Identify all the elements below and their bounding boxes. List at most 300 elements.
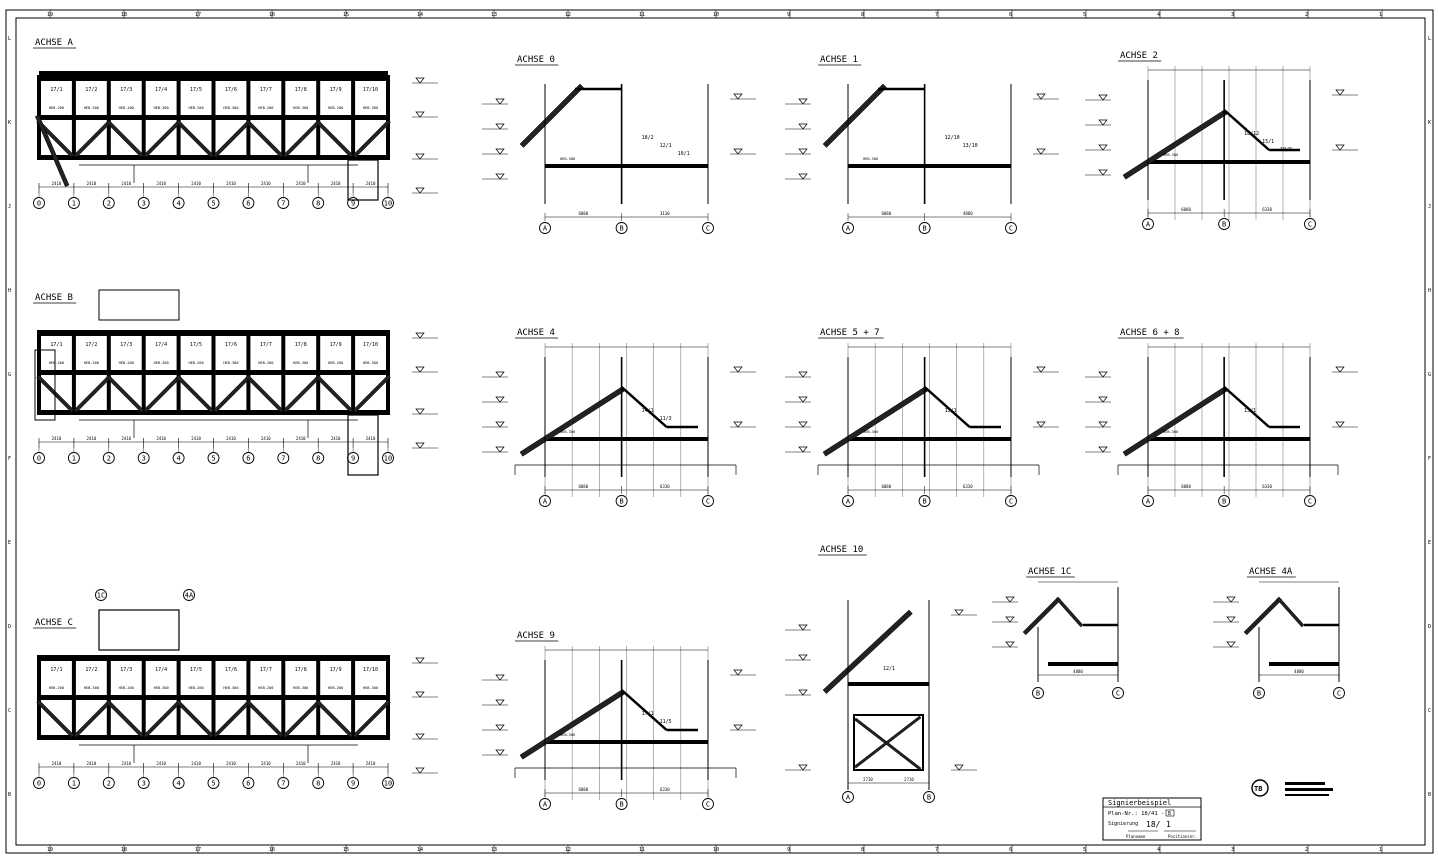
axis-label: A: [542, 224, 548, 233]
member-mark: 17/1: [50, 667, 63, 673]
axis-label: 2: [106, 199, 111, 208]
profile-text: HEB-300: [293, 686, 309, 690]
axis-label: C: [705, 224, 711, 233]
profile-text: HEB-300: [362, 361, 379, 365]
axis-label: B: [1222, 497, 1227, 506]
member-mark: 11/5: [659, 719, 672, 725]
title-block-sub-left: Planname: [1126, 834, 1146, 839]
dim-text: 6080: [881, 211, 892, 216]
truss-post: [107, 330, 111, 415]
axis-label: 9: [350, 199, 356, 208]
profile-text: HEB-200: [328, 106, 344, 110]
frame-number-bottom: 2: [1305, 847, 1309, 853]
member-mark: 17/10: [363, 667, 379, 673]
profile-text: HEB-300: [1163, 430, 1179, 434]
frame-number-top: 3: [1231, 12, 1235, 18]
axis-label: 4A: [184, 591, 194, 600]
axis-label: 2: [106, 779, 111, 788]
truss-post: [246, 655, 250, 740]
frame-number-bottom: 10: [713, 847, 720, 853]
dim-text: 6330: [1262, 207, 1272, 212]
frame-number-top: 7: [935, 12, 939, 18]
member-mark: 17/9: [329, 667, 342, 673]
floor-beam: [1048, 662, 1118, 666]
frame-number-bottom: 5: [1083, 847, 1087, 853]
dim-text: 3130: [659, 211, 670, 216]
dim-text: 2410: [295, 436, 306, 441]
frame-number-top: 6: [1009, 12, 1013, 18]
axis-label: 0: [36, 199, 42, 208]
truss-post: [142, 330, 146, 415]
member-mark: 17/5: [190, 667, 203, 673]
axis-label: 8: [316, 199, 321, 208]
floor-beam: [545, 437, 708, 441]
dim-text: 6330: [962, 484, 973, 489]
frame-letter-left: G: [8, 372, 12, 378]
member-mark: 17/9: [329, 342, 342, 348]
profile-text: HEB-200: [188, 686, 204, 690]
axis-label: 8: [316, 454, 321, 463]
member-mark: 17/2: [85, 667, 98, 673]
axis-label: C: [1336, 689, 1342, 698]
member-mark: 17/2: [85, 342, 98, 348]
axis-label: 8: [316, 779, 321, 788]
member-mark: 17/10: [363, 87, 379, 93]
dim-text: 2410: [121, 436, 132, 441]
frame-letter-left: D: [8, 624, 12, 630]
axis-label: 6: [246, 199, 251, 208]
view-title: ACHSE 5 + 7: [820, 328, 880, 338]
truss-post: [246, 330, 250, 415]
truss-post: [386, 75, 390, 160]
dim-text: 6330: [659, 484, 670, 489]
profile-text: HEB-200: [118, 106, 134, 110]
dim-text: 6080: [578, 211, 589, 216]
truss-post: [351, 75, 355, 160]
dim-text: 2410: [51, 436, 62, 441]
member-mark: 17/5: [190, 87, 203, 93]
axis-label: 1C: [96, 591, 106, 600]
profile-text: HEB-200: [118, 361, 134, 365]
axis-label: A: [1145, 220, 1151, 229]
view-title: ACHSE 1: [820, 55, 858, 65]
axis-label: 5: [211, 454, 216, 463]
frame-letter-right: F: [1428, 456, 1432, 462]
frame-number-bottom: 13: [491, 847, 498, 853]
profile-text: HEB-300: [293, 361, 309, 365]
frame-number-bottom: 3: [1231, 847, 1235, 853]
member-mark: 10/1: [677, 151, 690, 157]
profile-text: HEB-300: [223, 361, 239, 365]
axis-label: A: [542, 497, 548, 506]
axis-label: 7: [281, 779, 286, 788]
frame-number-top: 9: [787, 12, 791, 18]
floor-beam: [1269, 662, 1339, 666]
frame-letter-right: L: [1428, 36, 1432, 42]
axis-label: 4: [176, 199, 181, 208]
frame-letter-left: L: [8, 36, 12, 42]
axis-label: 10: [383, 454, 393, 463]
floor-beam: [848, 682, 929, 686]
frame-letter-left: J: [8, 204, 12, 210]
dim-text: 2410: [51, 181, 62, 186]
dim-text: 2410: [330, 436, 341, 441]
member-mark: 17/1: [50, 87, 63, 93]
dim-text: 2410: [365, 181, 376, 186]
member-mark: 17/3: [120, 87, 133, 93]
profile-text: HEB-200: [188, 361, 204, 365]
axis-label: 10: [383, 199, 393, 208]
frame-letter-left: K: [8, 120, 12, 126]
dim-text: 4880: [962, 211, 973, 216]
dim-text: 2410: [295, 761, 306, 766]
frame-number-bottom: 12: [565, 847, 572, 853]
axis-label: C: [1307, 497, 1313, 506]
title-block-sub-right: Positionsnr.: [1168, 834, 1197, 839]
member-mark: 15/1: [944, 408, 957, 414]
frame-number-top: 17: [195, 12, 202, 18]
profile-text: HEB-200: [118, 686, 134, 690]
dim-text: 2410: [261, 181, 271, 186]
profile-text: HEB-300: [223, 106, 239, 110]
member-mark: 17/6: [224, 667, 237, 673]
axis-label: 4: [176, 779, 181, 788]
frame-number-top: 18: [121, 12, 128, 18]
axis-label: 3: [141, 199, 146, 208]
truss-post: [316, 655, 320, 740]
axis-label: 3: [141, 454, 146, 463]
axis-label: B: [922, 224, 927, 233]
member-mark: 13/10: [962, 143, 978, 149]
frame-number-top: 19: [47, 12, 54, 18]
truss-post: [386, 330, 390, 415]
floor-beam: [848, 164, 1011, 168]
frame-letter-right: J: [1428, 204, 1432, 210]
dim-text: 2410: [295, 181, 306, 186]
truss-post: [281, 655, 285, 740]
member-mark: 15/1: [1262, 139, 1275, 145]
dim-text: 2410: [156, 181, 166, 186]
axis-label: 1: [71, 779, 77, 788]
profile-text: HEB-200: [328, 361, 344, 365]
profile-text: HEB-300: [560, 157, 576, 161]
member-mark: 10/6: [1280, 147, 1293, 153]
frame-letter-left: B: [8, 792, 12, 798]
frame-number-top: 8: [861, 12, 865, 18]
dim-text: 4880: [1073, 669, 1083, 674]
axis-label: 9: [350, 454, 356, 463]
dim-text: 4880: [1294, 669, 1304, 674]
member-mark: 17/1: [50, 342, 63, 348]
dim-text: 2410: [226, 436, 236, 441]
truss-post: [142, 655, 146, 740]
dim-text: 2710: [904, 777, 914, 782]
frame-number-bottom: 8: [861, 847, 865, 853]
member-mark: 12/1: [883, 666, 896, 672]
profile-text: HEB-300: [153, 686, 169, 690]
member-mark: 17/4: [155, 87, 168, 93]
frame-number-top: 4: [1157, 12, 1161, 18]
dim-text: 2410: [191, 181, 201, 186]
axis-label: 1: [71, 454, 77, 463]
truss-post: [72, 75, 76, 160]
truss-post: [212, 655, 216, 740]
dim-text: 2410: [121, 761, 132, 766]
dim-text: 2410: [365, 436, 376, 441]
dim-text: 6080: [1181, 207, 1191, 212]
axis-label: 10: [383, 779, 393, 788]
frame-letter-right: B: [1428, 792, 1432, 798]
profile-text: HEB-300: [83, 361, 99, 365]
truss-post: [212, 330, 216, 415]
member-mark: 17/2: [85, 87, 98, 93]
member-mark: 17/4: [155, 667, 168, 673]
frame-number-top: 16: [269, 12, 276, 18]
axis-label: 9: [350, 779, 356, 788]
member-mark: 17/3: [120, 667, 133, 673]
axis-label: A: [542, 800, 548, 809]
dim-text: 6330: [659, 787, 670, 792]
member-mark: 17/10: [363, 342, 379, 348]
floor-beam: [1148, 437, 1310, 441]
axis-label: B: [1035, 689, 1041, 698]
axis-label: 1: [71, 199, 77, 208]
floor-beam: [545, 740, 708, 744]
logo-text: TB: [1254, 785, 1263, 793]
truss-post: [72, 655, 76, 740]
frame-number-bottom: 6: [1009, 847, 1013, 853]
dim-text: 2710: [863, 777, 873, 782]
truss-post: [246, 75, 250, 160]
axis-label: A: [845, 793, 851, 802]
axis-label: B: [926, 793, 932, 802]
axis-label: 2: [106, 454, 111, 463]
dim-text: 6080: [881, 484, 892, 489]
dim-text: 2410: [226, 181, 236, 186]
title-block-plan-label: Plan-Nr.: 18/41 -: [1108, 811, 1165, 817]
member-mark: 17/8: [294, 342, 307, 348]
floor-beam: [848, 437, 1011, 441]
axis-label: C: [1008, 224, 1014, 233]
axis-label: B: [1256, 689, 1262, 698]
truss-post: [281, 75, 285, 160]
axis-label: 6: [246, 454, 251, 463]
member-mark: 17/9: [329, 87, 342, 93]
truss-post: [37, 655, 41, 740]
axis-label: B: [619, 800, 624, 809]
frame-number-bottom: 1: [1379, 847, 1383, 853]
axis-label: C: [705, 497, 711, 506]
axis-label: 5: [211, 779, 216, 788]
axis-label: 4: [176, 454, 181, 463]
profile-text: HEB-300: [293, 106, 309, 110]
truss-post: [177, 330, 181, 415]
member-mark: 13/1: [1244, 408, 1257, 414]
view-title: ACHSE 4: [517, 328, 555, 338]
member-mark: 12/1: [659, 143, 672, 149]
member-mark: 17/7: [259, 87, 272, 93]
profile-text: HEB-200: [258, 686, 274, 690]
view-title: ACHSE 0: [517, 55, 555, 65]
profile-text: HEB-300: [153, 361, 169, 365]
member-mark: 14/1: [641, 408, 654, 414]
axis-label: 5: [211, 199, 216, 208]
dim-text: 2410: [261, 761, 271, 766]
axis-label: A: [1145, 497, 1151, 506]
truss-post: [351, 330, 355, 415]
view-title: ACHSE 1C: [1028, 567, 1072, 577]
frame-number-bottom: 14: [417, 847, 424, 853]
truss-post: [142, 75, 146, 160]
frame-number-bottom: 7: [935, 847, 939, 853]
frame-number-bottom: 19: [47, 847, 54, 853]
profile-text: HEB-300: [863, 430, 879, 434]
profile-text: HEB-300: [560, 430, 576, 434]
frame-letter-right: D: [1428, 624, 1432, 630]
truss-post: [72, 330, 76, 415]
profile-text: HEB-200: [48, 686, 65, 690]
axis-label: 0: [36, 779, 42, 788]
dim-text: 6330: [1262, 484, 1272, 489]
dim-text: 2410: [86, 761, 97, 766]
truss-post: [351, 655, 355, 740]
member-mark: 17/1: [641, 711, 654, 717]
frame-letter-right: G: [1428, 372, 1432, 378]
floor-beam: [545, 164, 708, 168]
profile-text: HEB-300: [1163, 153, 1179, 157]
profile-text: HEB-300: [83, 106, 99, 110]
member-mark: 11/3: [659, 416, 672, 422]
axis-label: C: [1008, 497, 1014, 506]
truss-post: [177, 75, 181, 160]
frame-letter-right: H: [1428, 288, 1432, 294]
axis-label: C: [1115, 689, 1121, 698]
view-title: ACHSE A: [35, 38, 73, 48]
profile-text: HEB-200: [258, 106, 274, 110]
frame-number-bottom: 11: [639, 847, 646, 853]
dim-text: 6080: [578, 484, 589, 489]
frame-number-top: 12: [565, 12, 572, 18]
profile-text: HEB-200: [48, 106, 65, 110]
member-mark: 17/6: [224, 87, 237, 93]
dim-text: 2410: [365, 761, 376, 766]
truss-post: [212, 75, 216, 160]
frame-number-bottom: 15: [343, 847, 350, 853]
frame-number-top: 2: [1305, 12, 1309, 18]
profile-text: HEB-200: [48, 361, 65, 365]
member-mark: 17/8: [294, 667, 307, 673]
profile-text: HEB-300: [223, 686, 239, 690]
frame-number-top: 5: [1083, 12, 1087, 18]
view-title: ACHSE B: [35, 293, 73, 303]
dim-text: 2410: [86, 436, 97, 441]
view-title: ACHSE 6 + 8: [1120, 328, 1180, 338]
member-mark: 17/7: [259, 342, 272, 348]
truss-post: [316, 75, 320, 160]
frame-number-bottom: 17: [195, 847, 202, 853]
truss-post: [107, 75, 111, 160]
frame-letter-left: C: [8, 708, 12, 714]
view-title: ACHSE 10: [820, 545, 864, 555]
dim-text: 2410: [191, 761, 201, 766]
frame-number-bottom: 9: [787, 847, 791, 853]
dim-text: 2410: [121, 181, 132, 186]
frame-letter-right: E: [1428, 540, 1432, 546]
axis-label: 6: [246, 779, 251, 788]
profile-text: HEB-300: [362, 686, 379, 690]
view-title: ACHSE 4A: [1249, 567, 1293, 577]
axis-label: B: [1222, 220, 1227, 229]
member-mark: 17/8: [294, 87, 307, 93]
profile-text: HEB-200: [258, 361, 274, 365]
dim-text: 2410: [156, 436, 166, 441]
axis-label: C: [1307, 220, 1313, 229]
member-mark: 18/2: [641, 135, 654, 141]
dim-text: 2410: [156, 761, 166, 766]
axis-label: B: [619, 224, 624, 233]
truss-post: [177, 655, 181, 740]
axis-label: A: [845, 224, 851, 233]
title-block-sign-label: Signierung: [1108, 821, 1139, 827]
profile-text: HEB-300: [863, 157, 879, 161]
frame-number-top: 1: [1379, 12, 1383, 18]
truss-post: [281, 330, 285, 415]
member-mark: 17/5: [190, 342, 203, 348]
axis-label: B: [922, 497, 927, 506]
title-block-heading: Signierbeispiel: [1108, 799, 1172, 807]
truss-post: [37, 330, 41, 415]
axis-label: 3: [141, 779, 146, 788]
member-mark: 17/6: [224, 342, 237, 348]
member-mark: 17/7: [259, 667, 272, 673]
truss-post: [386, 655, 390, 740]
truss-post: [316, 330, 320, 415]
frame-letter-right: C: [1428, 708, 1432, 714]
axis-label: 0: [36, 454, 42, 463]
axis-label: 7: [281, 199, 286, 208]
view-title: ACHSE C: [35, 618, 73, 628]
profile-text: HEB-300: [83, 686, 99, 690]
profile-text: HEB-300: [362, 106, 379, 110]
dim-text: 2410: [51, 761, 62, 766]
axis-label: B: [619, 497, 624, 506]
profile-text: HEB-200: [188, 106, 204, 110]
dim-text: 2410: [226, 761, 236, 766]
frame-number-top: 14: [417, 12, 424, 18]
title-block-sign-item: 1: [1166, 820, 1171, 829]
axis-label: A: [845, 497, 851, 506]
frame-letter-left: E: [8, 540, 12, 546]
dim-text: 2410: [330, 761, 341, 766]
dim-text: 2410: [330, 181, 341, 186]
frame-number-top: 10: [713, 12, 720, 18]
member-mark: 12/10: [944, 135, 960, 141]
frame-number-bottom: 18: [121, 847, 128, 853]
view-title: ACHSE 2: [1120, 51, 1158, 61]
frame-number-top: 11: [639, 12, 646, 18]
frame-letter-right: K: [1428, 120, 1432, 126]
truss-post: [107, 655, 111, 740]
frame-number-top: 15: [343, 12, 350, 18]
frame-number-bottom: 4: [1157, 847, 1161, 853]
frame-number-bottom: 16: [269, 847, 276, 853]
profile-text: HEB-300: [153, 106, 169, 110]
profile-text: HEB-300: [560, 733, 576, 737]
dim-text: 2410: [191, 436, 201, 441]
member-mark: 17/4: [155, 342, 168, 348]
floor-beam: [1148, 160, 1310, 164]
title-block-sign-value: 18/: [1146, 820, 1161, 829]
